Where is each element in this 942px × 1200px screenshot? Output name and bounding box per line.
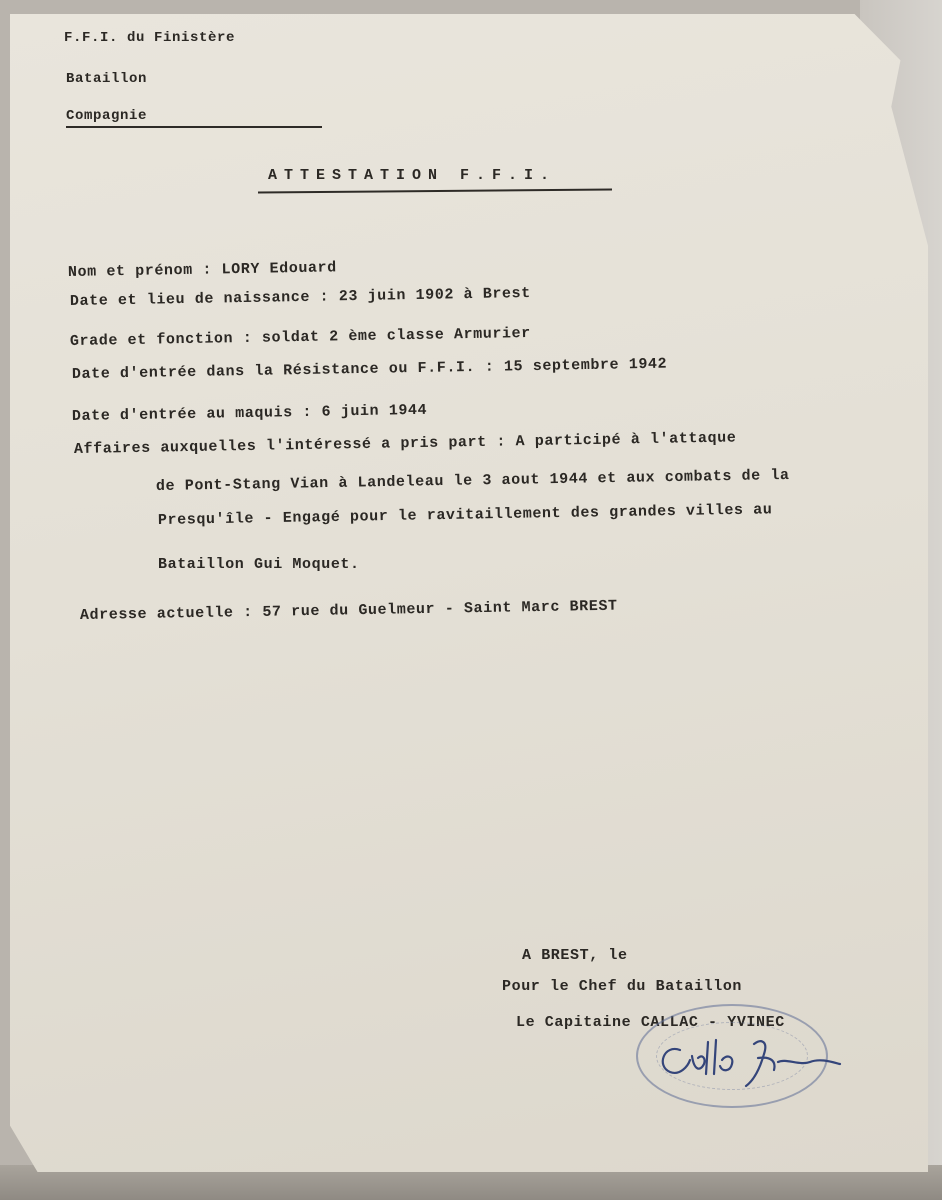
field-affairs-line-1: Affaires auxquelles l'intéressé a pris part : A participé à l'attaque bbox=[73, 429, 737, 458]
header-company: Compagnie bbox=[66, 108, 148, 124]
field-affairs-line-2: de Pont-Stang Vian à Landeleau le 3 aout 1944 et aux combats de la bbox=[155, 466, 790, 495]
closing-place: A BREST, le bbox=[522, 947, 628, 964]
field-birth: Date et lieu de naissance : 23 juin 1902 à Brest bbox=[69, 284, 531, 310]
header-battalion: Bataillon bbox=[66, 71, 148, 87]
company-underline bbox=[66, 126, 322, 128]
field-rank: Grade et fonction : soldat 2 ème classe Armurier bbox=[69, 324, 531, 350]
document-title: ATTESTATION F.F.I. bbox=[268, 167, 557, 184]
field-name: Nom et prénom : LORY Edouard bbox=[67, 259, 337, 281]
field-maquis-entry: Date d'entrée au maquis : 6 juin 1944 bbox=[71, 401, 428, 425]
closing-for-chief: Pour le Chef du Bataillon bbox=[502, 978, 743, 995]
captain-signature bbox=[650, 1022, 850, 1092]
field-affairs-line-3: Presqu'île - Engagé pour le ravitaillement des grandes villes au bbox=[157, 501, 773, 529]
document-sheet bbox=[10, 14, 928, 1172]
closing-captain: Le Capitaine CALLAC - YVINEC bbox=[516, 1014, 785, 1031]
field-affairs-line-4: Bataillon Gui Moquet. bbox=[158, 556, 360, 573]
field-address: Adresse actuelle : 57 rue du Guelmeur - Saint Marc BREST bbox=[79, 597, 618, 624]
field-resistance-entry: Date d'entrée dans la Résistance ou F.F.I. : 15 septembre 1942 bbox=[71, 355, 668, 383]
header-unit: F.F.I. du Finistère bbox=[64, 30, 236, 46]
